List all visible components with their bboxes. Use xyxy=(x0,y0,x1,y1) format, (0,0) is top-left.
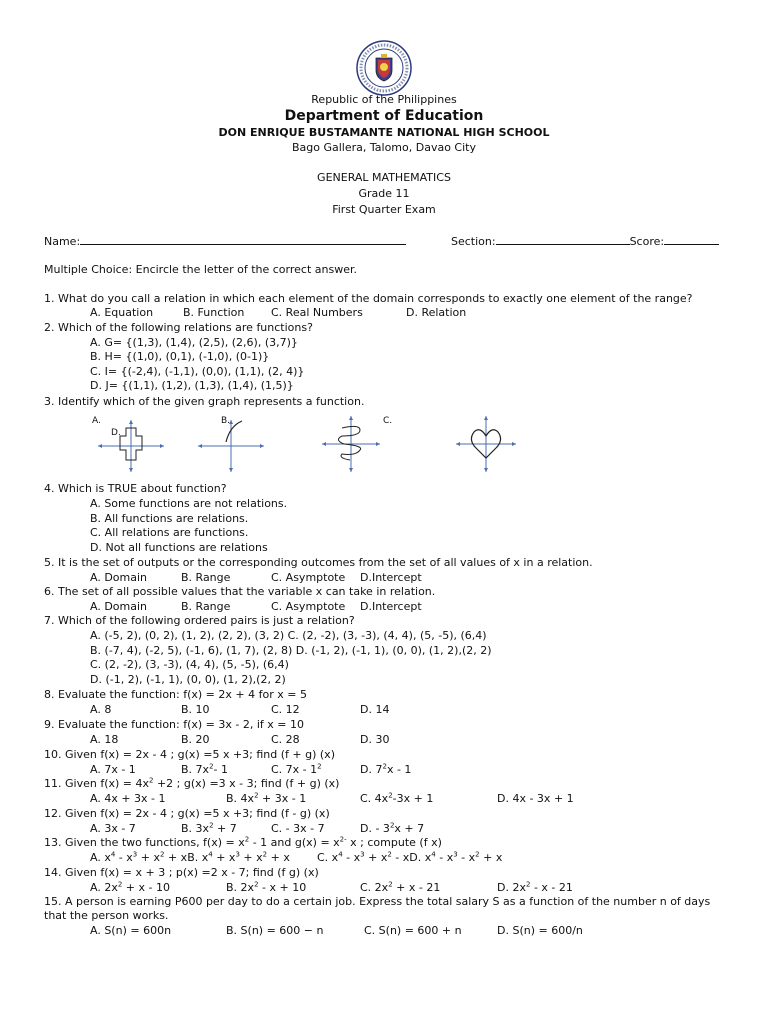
q13-a-2: - x xyxy=(115,851,133,864)
q6-opt-b[interactable]: B. Range xyxy=(181,600,231,613)
q15-opt-d[interactable]: D. S(n) = 600/n xyxy=(497,924,583,937)
score-line[interactable] xyxy=(664,233,719,245)
name-line[interactable] xyxy=(80,233,406,245)
q13-a-s2: 3 xyxy=(132,850,138,859)
q3-text: 3. Identify which of the given graph represents a function. xyxy=(44,395,365,408)
q12-opt-b-sup: 2 xyxy=(209,821,214,830)
q10-opt-c-base: C. 7x - 1 xyxy=(271,763,318,776)
q12-opt-b-base: B. 3x xyxy=(181,822,210,835)
q12-opt-b-rest: + 7 xyxy=(213,822,237,835)
q14-opt-d[interactable] xyxy=(497,881,573,895)
q10-opt-b-base: B. 7x xyxy=(181,763,210,776)
q13-c-1: C. x xyxy=(317,851,339,864)
q11-opt-c-rest: -3x + 1 xyxy=(392,792,434,805)
q6-text: 6. The set of all possible values that the variable x can take in relation. xyxy=(44,585,436,598)
q2-opt-a[interactable]: A. G= {(1,3), (1,4), (2,5), (2,6), (3,7)} xyxy=(90,336,298,349)
q13-text-sup3: - xyxy=(344,835,347,844)
q10-opt-d[interactable] xyxy=(360,763,411,777)
q10-text: 10. Given f(x) = 2x - 4 ; g(x) =5 x +3; find (f + g) (x) xyxy=(44,748,335,761)
q11-text-sup: 2 xyxy=(149,776,154,785)
q11-opt-a[interactable]: A. 4x + 3x - 1 xyxy=(90,792,166,805)
q10-opt-d-base: D. 7 xyxy=(360,763,383,776)
q14-opt-c-base: C. 2x xyxy=(360,881,389,894)
q11-opt-c-base: C. 4x xyxy=(360,792,389,805)
q2-opt-b[interactable]: B. H= {(1,0), (0,1), (-1,0), (0-1)} xyxy=(90,350,270,363)
header-grade: Grade 11 xyxy=(358,187,410,200)
q5-opt-a[interactable]: A. Domain xyxy=(90,571,148,584)
q7-opt-b[interactable]: B. (-7, 4), (-2, 5), (-1, 6), (1, 7), (2, 8) D. (-1, 2), (-1, 1), (0, 0), (1, 2),(2, 2) xyxy=(90,644,492,657)
q10-opt-b[interactable] xyxy=(181,763,228,777)
header-department: Department of Education xyxy=(284,108,484,124)
q14-opt-d-sup: 2 xyxy=(525,880,531,889)
q13-b-4: + x xyxy=(267,851,290,864)
q6-opt-a[interactable]: A. Domain xyxy=(90,600,148,613)
q11-opt-b-sup: 2 xyxy=(254,791,259,800)
q1-text: 1. What do you call a relation in which each element of the domain corresponds to exactly one element of the range? xyxy=(44,292,693,305)
q6-opt-c[interactable]: C. Asymptote xyxy=(271,600,346,613)
q15-opt-b[interactable]: B. S(n) = 600 − n xyxy=(226,924,324,937)
q13-a-s1: 4 xyxy=(110,850,116,859)
q13-d-s1: 4 xyxy=(431,850,436,859)
q5-opt-d[interactable]: D.Intercept xyxy=(360,571,422,584)
q7-text: 7. Which of the following ordered pairs is just a relation? xyxy=(44,614,355,627)
instructions: Multiple Choice: Encircle the letter of the correct answer. xyxy=(44,263,357,276)
q3-graph-heart[interactable] xyxy=(454,414,518,474)
q2-opt-c[interactable]: C. I= {(-2,4), (-1,1), (0,0), (1,1), (2, 4)} xyxy=(90,365,305,378)
header-republic: Republic of the Philippines xyxy=(311,93,457,106)
q11-opt-d[interactable]: D. 4x - 3x + 1 xyxy=(497,792,574,805)
q5-opt-b[interactable]: B. Range xyxy=(181,571,231,584)
q1-opt-b[interactable]: B. Function xyxy=(183,306,245,319)
q7-opt-a[interactable]: A. (-5, 2), (0, 2), (1, 2), (2, 2), (3, 2) C. (2, -2), (3, -3), (4, 4), (5, -5), (6,4) xyxy=(90,629,487,642)
q6-opt-d[interactable]: D.Intercept xyxy=(360,600,422,613)
q13-c-2: - x xyxy=(342,851,361,864)
q14-opt-a-rest: + x - 10 xyxy=(122,881,170,894)
q14-opt-c-rest: + x - 21 xyxy=(392,881,441,894)
q13-b-s1: 4 xyxy=(208,850,213,859)
q8-opt-c[interactable]: C. 12 xyxy=(271,703,300,716)
q4-opt-a[interactable]: A. Some functions are not relations. xyxy=(90,497,288,510)
q1-opt-a[interactable]: A. Equation xyxy=(90,306,154,319)
q13-text-a: 13. Given the two functions, f(x) = x xyxy=(44,836,245,849)
header-subject: GENERAL MATHEMATICS xyxy=(317,171,451,184)
q5-text: 5. It is the set of outputs or the corresponding outcomes from the set of all values of x in a relation. xyxy=(44,556,593,569)
q8-text: 8. Evaluate the function: f(x) = 2x + 4 for x = 5 xyxy=(44,688,307,701)
q13-d-4: + x xyxy=(479,851,503,864)
q13-d-s2: 3 xyxy=(453,850,458,859)
q4-text: 4. Which is TRUE about function? xyxy=(44,482,227,495)
q8-opt-a[interactable]: A. 8 xyxy=(90,703,112,716)
q13-b-2: + x xyxy=(212,851,236,864)
q13-c-s3: 2 xyxy=(387,850,392,859)
q13-text-sup2: 2 xyxy=(339,835,345,844)
q7-opt-c[interactable]: C. (2, -2), (3, -3), (4, 4), (5, -5), (6,4) xyxy=(90,658,289,671)
q14-opt-b-rest: - x + 10 xyxy=(258,881,307,894)
q11-opt-b[interactable] xyxy=(226,792,306,806)
q13-b-3: + x xyxy=(239,851,263,864)
q3-label-c[interactable]: C. xyxy=(383,416,393,426)
q14-text: 14. Given f(x) = x + 3 ; p(x) =2 x - 7; find (f g) (x) xyxy=(44,866,319,879)
q13-a-s3: 2 xyxy=(160,850,165,859)
q13-d-s3: 2 xyxy=(475,850,480,859)
q4-opt-b[interactable]: B. All functions are relations. xyxy=(90,512,249,525)
q4-opt-c[interactable]: C. All relations are functions. xyxy=(90,526,249,539)
q12-opt-d-rest: x + 7 xyxy=(394,822,425,835)
q8-opt-d[interactable]: D. 14 xyxy=(360,703,390,716)
q14-opt-b-base: B. 2x xyxy=(226,881,255,894)
q13-c-s2: 3 xyxy=(360,850,365,859)
q10-opt-c-sup: 2 xyxy=(317,762,322,771)
q12-opt-d-sup: 2 xyxy=(389,821,395,830)
q11-text-a: 11. Given f(x) = 4x xyxy=(44,777,149,790)
q13-opt-cd[interactable] xyxy=(317,851,502,865)
q13-b-s3: 2 xyxy=(262,850,268,859)
q14-opt-b-sup: 2 xyxy=(254,880,259,889)
score-label: Score: xyxy=(629,235,665,248)
q10-opt-a[interactable]: A. 7x - 1 xyxy=(90,763,136,776)
q10-opt-d-rest: x - 1 xyxy=(386,763,412,776)
q10-opt-c[interactable] xyxy=(271,763,322,777)
q1-opt-c[interactable]: C. Real Numbers xyxy=(271,306,363,319)
q13-b-s2: 3 xyxy=(235,850,240,859)
header-school: DON ENRIQUE BUSTAMANTE NATIONAL HIGH SCHOOL xyxy=(218,126,550,139)
deped-seal-logo xyxy=(356,40,412,96)
q12-opt-d[interactable] xyxy=(360,822,424,836)
q14-opt-a-sup: 2 xyxy=(117,880,123,889)
q5-opt-c[interactable]: C. Asymptote xyxy=(271,571,346,584)
q9-text: 9. Evaluate the function: f(x) = 3x - 2, if x = 10 xyxy=(44,718,305,731)
q15-text-line1: 15. A person is earning P600 per day to do a certain job. Express the total salary S as a function of the number n of days xyxy=(44,895,711,908)
q13-d-2: - x xyxy=(435,851,454,864)
q12-opt-b[interactable] xyxy=(181,822,237,836)
q12-opt-d-base: D. - 3 xyxy=(360,822,390,835)
q3-label-d[interactable]: D. xyxy=(111,428,121,438)
q9-opt-b[interactable]: B. 20 xyxy=(181,733,210,746)
q3-graph-cross[interactable] xyxy=(96,418,166,474)
q8-opt-b[interactable]: B. 10 xyxy=(181,703,210,716)
q7-opt-d[interactable]: D. (-1, 2), (-1, 1), (0, 0), (1, 2),(2, 2) xyxy=(90,673,286,686)
q13-text-c: x ; compute (f x) xyxy=(346,836,442,849)
header-exam: First Quarter Exam xyxy=(332,203,436,216)
q9-opt-c[interactable]: C. 28 xyxy=(271,733,300,746)
q11-opt-b-base: B. 4x xyxy=(226,792,255,805)
q10-opt-b-sup: 2 xyxy=(209,762,214,771)
q11-opt-c-sup: 2 xyxy=(388,791,393,800)
q3-label-b[interactable]: B. xyxy=(221,416,231,426)
name-label: Name: xyxy=(44,235,81,248)
q13-c-3: + x xyxy=(364,851,388,864)
q11-opt-c[interactable] xyxy=(360,792,433,806)
q13-a-1: A. x xyxy=(90,851,111,864)
q10-opt-b-rest: - 1 xyxy=(213,763,228,776)
q9-opt-a[interactable]: A. 18 xyxy=(90,733,119,746)
q14-opt-b[interactable] xyxy=(226,881,306,895)
q14-opt-c[interactable] xyxy=(360,881,440,895)
q13-c-s1: 4 xyxy=(338,850,343,859)
q13-opt-ab[interactable] xyxy=(90,851,290,865)
q1-opt-d[interactable]: D. Relation xyxy=(406,306,467,319)
name-field[interactable] xyxy=(44,233,406,249)
q14-opt-c-sup: 2 xyxy=(388,880,393,889)
q3-graph-spiral[interactable] xyxy=(320,414,382,474)
q14-opt-a-base: A. 2x xyxy=(90,881,118,894)
q13-a-3: + x xyxy=(137,851,160,864)
q14-opt-d-base: D. 2x xyxy=(497,881,526,894)
header-address: Bago Gallera, Talomo, Davao City xyxy=(291,141,476,154)
section-line[interactable] xyxy=(496,233,630,245)
q13-c-4: - xD. x xyxy=(391,851,432,864)
q13-text-b: - 1 and g(x) = x xyxy=(249,836,340,849)
q14-opt-d-rest: - x - 21 xyxy=(530,881,573,894)
q2-text: 2. Which of the following relations are functions? xyxy=(44,321,313,334)
q12-opt-c[interactable]: C. - 3x - 7 xyxy=(271,822,325,835)
q13-text xyxy=(44,836,442,850)
q14-opt-a[interactable] xyxy=(90,881,170,895)
q15-opt-c[interactable]: C. S(n) = 600 + n xyxy=(364,924,462,937)
q3-graph-curve[interactable] xyxy=(196,418,266,474)
q11-text xyxy=(44,777,339,791)
q13-d-3: - x xyxy=(457,851,476,864)
q15-opt-a[interactable]: A. S(n) = 600n xyxy=(90,924,172,937)
q12-opt-a[interactable]: A. 3x - 7 xyxy=(90,822,136,835)
q4-opt-d[interactable]: D. Not all functions are relations xyxy=(90,541,268,554)
q11-text-b: +2 ; g(x) =3 x - 3; find (f + g) (x) xyxy=(153,777,340,790)
section-label: Section: xyxy=(451,235,496,248)
q13-a-4: + xB. x xyxy=(164,851,209,864)
q3-label-a[interactable]: A. xyxy=(92,416,101,426)
q12-text: 12. Given f(x) = 2x - 4 ; g(x) =5 x +3; find (f - g) (x) xyxy=(44,807,330,820)
section-field[interactable] xyxy=(451,233,719,249)
q2-opt-d[interactable]: D. J= {(1,1), (1,2), (1,3), (1,4), (1,5)} xyxy=(90,379,294,392)
q13-text-sup1: 2 xyxy=(244,835,250,844)
q10-opt-d-sup: 2 xyxy=(382,762,387,771)
q15-text-line2: that the person works. xyxy=(44,909,169,922)
q9-opt-d[interactable]: D. 30 xyxy=(360,733,390,746)
q11-opt-b-rest: + 3x - 1 xyxy=(258,792,307,805)
